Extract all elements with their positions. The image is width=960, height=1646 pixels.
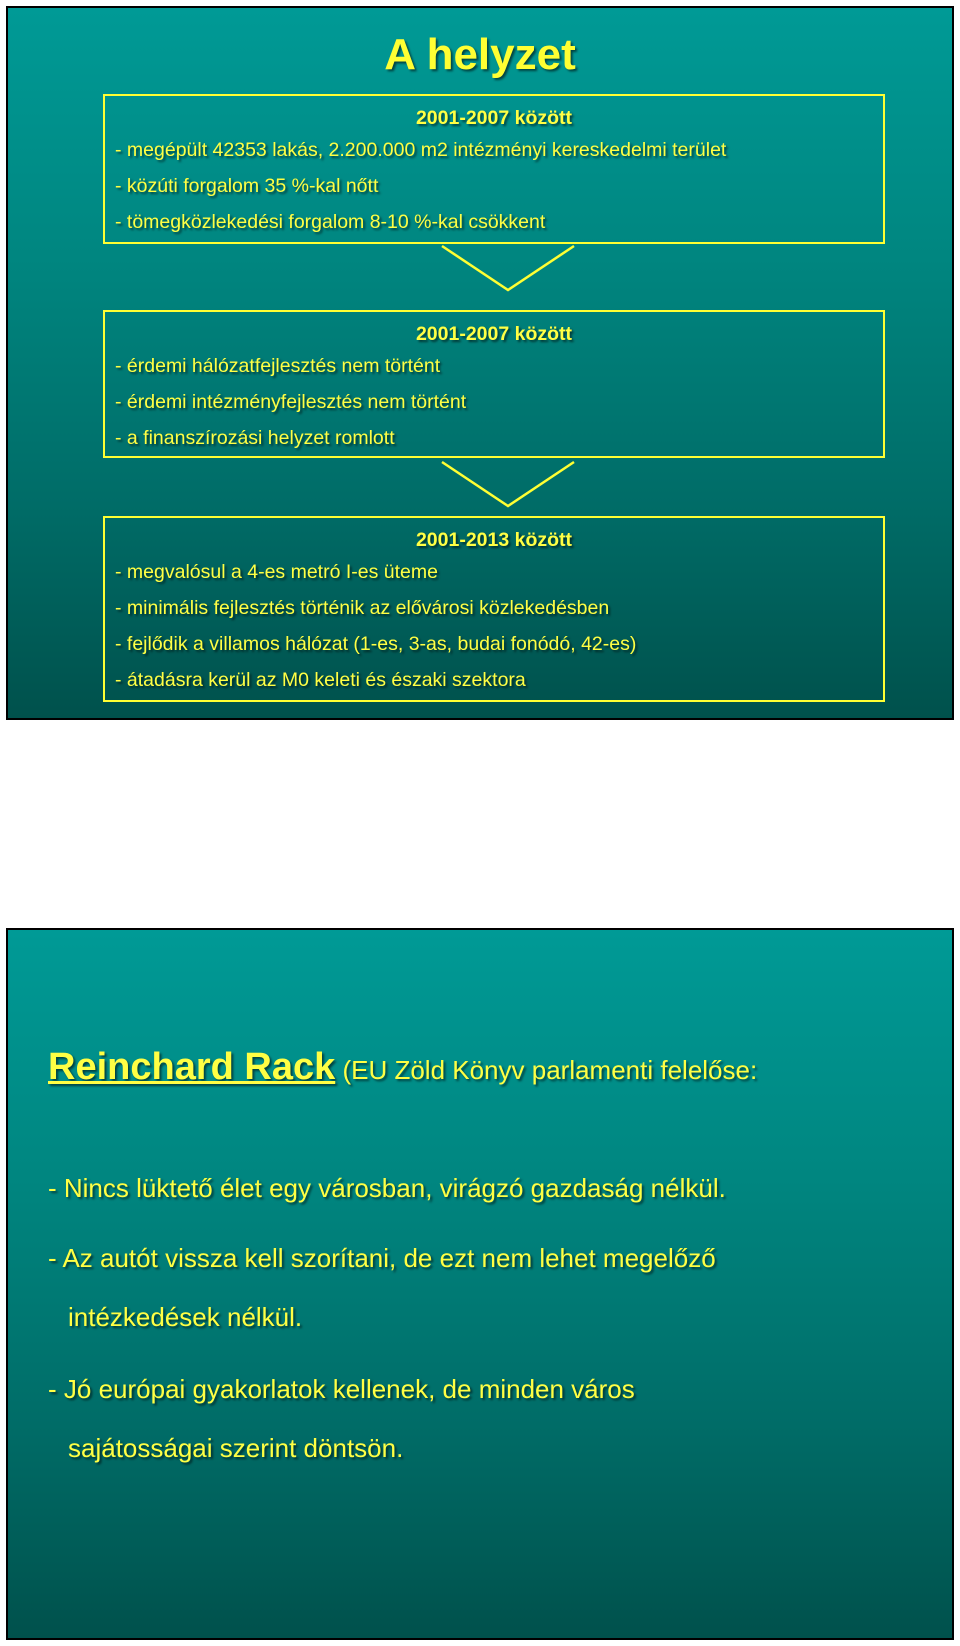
period-box-3 — [103, 516, 885, 702]
slide-title: A helyzet — [384, 30, 576, 79]
quote-point: - Nincs lüktető élet egy városban, virágzó gazdaság nélkül. — [48, 1173, 726, 1203]
quote-point: - Az autót vissza kell szorítani, de ezt nem lehet megelőző — [48, 1243, 716, 1273]
speaker-name: Reinchard Rack — [48, 1046, 336, 1088]
quote-heading — [48, 1046, 757, 1089]
period-box-1 — [103, 94, 885, 244]
period-box-line: - a finanszírozási helyzet romlott — [115, 427, 395, 449]
period-box-line: - minimális fejlesztés történik az elővárosi közlekedésben — [115, 597, 610, 619]
period-box-line: - érdemi hálózatfejlesztés nem történt — [115, 355, 441, 377]
period-box-line: - fejlődik a villamos hálózat (1-es, 3-as, budai fonódó, 42-es) — [115, 633, 637, 655]
quote-point-continued: sajátosságai szerint döntsön. — [68, 1433, 404, 1463]
period-box-line: - érdemi intézményfejlesztés nem történt — [115, 391, 467, 413]
quote-point-continued: intézkedések nélkül. — [68, 1302, 303, 1332]
quote-point: - Jó európai gyakorlatok kellenek, de minden város — [48, 1374, 635, 1404]
period-box-line: - átadásra kerül az M0 keleti és északi szektora — [115, 669, 526, 691]
period-box-line: - tömegközlekedési forgalom 8-10 %-kal csökkent — [115, 211, 546, 233]
period-box-heading: 2001-2007 között — [415, 323, 573, 345]
slide-situation — [6, 6, 954, 720]
period-box-heading: 2001-2007 között — [415, 107, 573, 129]
period-box-heading: 2001-2013 között — [415, 529, 573, 551]
period-box-line: - megépült 42353 lakás, 2.200.000 m2 intézményi kereskedelmi terület — [115, 139, 727, 161]
period-box-2 — [103, 310, 885, 458]
speaker-role: (EU Zöld Könyv parlamenti felelőse: — [335, 1055, 758, 1085]
down-chevron-icon — [438, 460, 578, 510]
period-box-line: - megvalósul a 4-es metró I-es üteme — [115, 561, 438, 583]
down-chevron-icon — [438, 244, 578, 294]
slide-quote — [6, 928, 954, 1640]
period-box-line: - közúti forgalom 35 %-kal nőtt — [115, 175, 379, 197]
